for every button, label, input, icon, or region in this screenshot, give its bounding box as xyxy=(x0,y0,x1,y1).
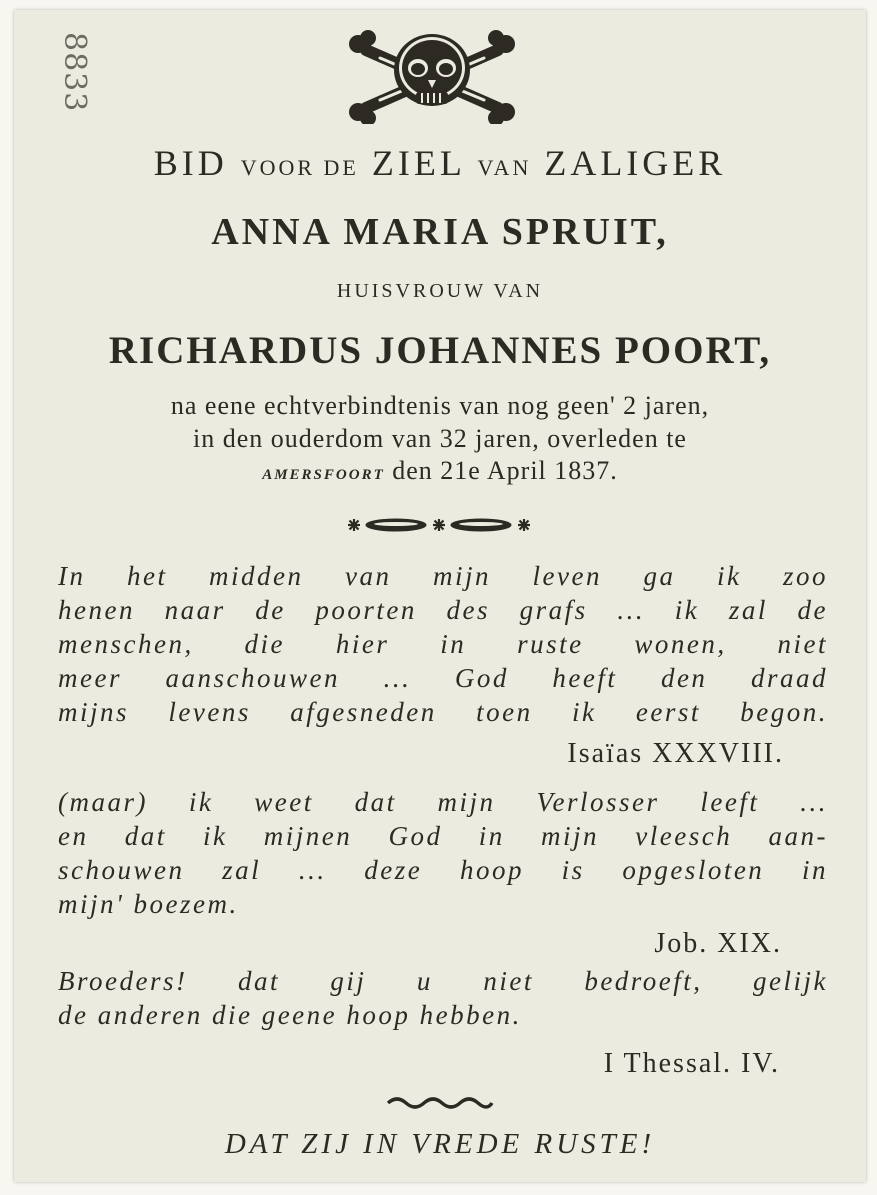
prayer-heading xyxy=(14,142,866,184)
death-place: AMERSFOORT xyxy=(262,467,385,483)
verse-reference: Job. XIX. xyxy=(654,928,782,959)
heading-zaliger: ZALIGER xyxy=(544,143,727,183)
spouse-label: HUISVROUW VAN xyxy=(336,280,544,302)
heading-voor-de: VOOR DE xyxy=(240,155,359,180)
verse-line: mijn' boezem. xyxy=(58,889,239,919)
verse-block-3 xyxy=(58,964,828,1032)
verse-block-2 xyxy=(58,785,828,921)
place-date-line xyxy=(14,456,866,486)
verse-line: meer aanschouwen ... God heeft den draad xyxy=(58,663,828,693)
verse-line: henen naar de poorten des grafs ... ik zal de xyxy=(58,595,828,625)
verse-line: schouwen zal ... deze hoop is opgesloten in xyxy=(58,855,828,885)
memorial-card xyxy=(14,10,866,1182)
heading-bid: BID xyxy=(153,143,228,183)
deceased-name: ANNA MARIA SPRUIT, xyxy=(211,211,669,253)
age-line: in den ouderdom van 32 jaren, overleden te xyxy=(193,424,687,453)
verse-line: en dat ik mijnen God in mijn vleesch aan- xyxy=(58,821,828,851)
heading-van: VAN xyxy=(477,155,532,180)
verse-line: menschen, die hier in ruste wonen, niet xyxy=(58,629,828,659)
divider-ornament-icon xyxy=(344,515,534,535)
verse-reference: I Thessal. IV. xyxy=(603,1048,780,1079)
heading-ziel: ZIEL xyxy=(371,143,465,183)
closing-prayer: DAT ZIJ IN VREDE RUSTE! xyxy=(224,1128,656,1160)
verse-line: mijns levens afgesneden toen ik eerst begon. xyxy=(58,697,828,727)
verse-line: (maar) ik weet dat mijn Verlosser leeft ... xyxy=(58,787,828,817)
death-date: den 21e April 1837. xyxy=(392,456,618,485)
marriage-duration-line: na eene echtverbindtenis van nog geen' 2 jaren, xyxy=(170,391,710,420)
spouse-name: RICHARDUS JOHANNES POORT, xyxy=(108,329,772,372)
archive-number: 8833 xyxy=(57,32,92,113)
verse-block-1 xyxy=(58,559,828,729)
verse-line: de anderen die geene hoop hebben. xyxy=(58,1000,522,1030)
verse-line: In het midden van mijn leven ga ik zoo xyxy=(58,561,828,591)
skull-crossbones-icon xyxy=(344,28,520,124)
verse-line: Broeders! dat gij u niet bedroeft, gelijk xyxy=(58,966,828,996)
verse-reference: Isaïas XXXVIII. xyxy=(567,738,784,769)
wave-ornament-icon xyxy=(386,1094,494,1112)
